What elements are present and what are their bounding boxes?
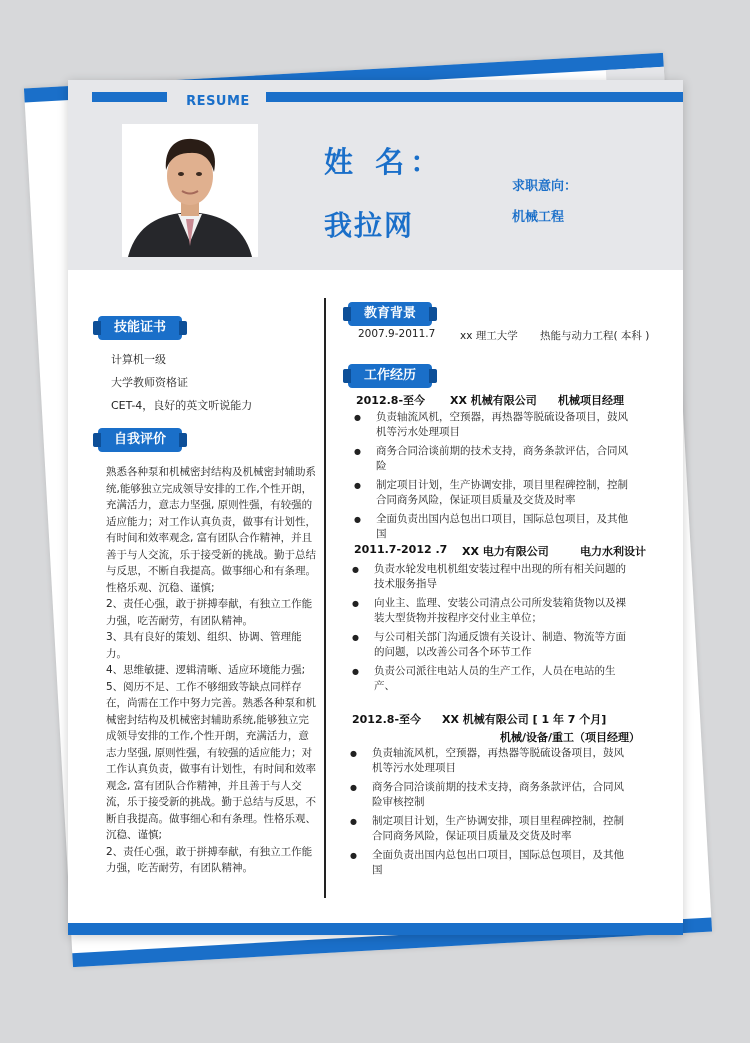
- header-band: [68, 80, 683, 270]
- portrait-image: [122, 124, 258, 257]
- resume-label: RESUME: [186, 94, 250, 109]
- job-3-position: 机械/设备/重工（项目经理）: [499, 731, 640, 744]
- section-title-self-evaluation: 自我评价: [98, 428, 182, 452]
- job-3-company: XX 机械有限公司 [ 1 年 7 个月]: [442, 713, 607, 726]
- job-2-company: XX 电力有限公司: [462, 545, 549, 558]
- footer-accent-bar: [68, 923, 683, 935]
- job-1-duties: [352, 410, 637, 546]
- list-item: ● 与公司相关部门沟通反馈有关设计、制造、物流等方面的问题，以改善公司各个环节工作: [350, 630, 635, 660]
- job-intent-label: 求职意向：: [512, 179, 578, 194]
- self-evaluation-text: 熟悉各种泵和机械密封结构及机械密封辅助系统,能够独立完成领导安排的工作,个性开朗，充满活力，意志力坚强, 原则性强，有较强的适应能力；对工作认真负责，做事有计划性，有时间和效率观念, 富有团队合作精神，并且善于与人交流，乐于接受新的挑战。勤于总结与反思，不断自我提高。做事细心和有条理。性格乐观、沉稳、谨慎; 2、责任心强，敢于拼搏奉献，有独立工作能力强，吃苦耐劳，有团队精神。 3、具有良好的策划、组织、协调、管理能力。 4、思维敏捷、逻辑清晰、适应环境能力强; 5、阅历不足、工作不够细致等缺点同样存在，尚需在工作中努力完善。熟悉各种泵和机械密封结构及机械密封辅助系统,能够独立完成领导安排的工作,个性开朗，充满活力，意志力坚强, 原则性强，有较强的适应能力；对工作认真负责，做事有计划性，有时间和效率观念, 富有团队合作精神，并且善于与人交流，乐于接受新的挑战。勤于总结与反思，不断自我提高。做事细心和有条理。性格乐观、沉稳、谨慎; 2、责任心强，敢于拼搏奉献，有独立工作能力强，吃苦耐劳，有团队精神。: [106, 466, 316, 874]
- list-item: ● 全面负责出国内总包出口项目，国际总包项目，及其他国: [352, 512, 637, 542]
- list-item: 计算机一级: [111, 353, 166, 366]
- resume-page: [68, 80, 683, 935]
- column-divider: [324, 298, 326, 898]
- skill-list: [111, 348, 252, 417]
- job-1-company: XX 机械有限公司: [450, 394, 537, 407]
- job-3-period: 2012.8-至今: [352, 713, 422, 726]
- section-title-skills: 技能证书: [98, 316, 182, 340]
- list-item: ● 负责轴流风机，空预器，再热器等脱硫设备项目，鼓风机等污水处理项目: [352, 410, 637, 440]
- header-accent-bar-right: [266, 92, 683, 102]
- list-item: ● 制定项目计划，生产协调安排，项目里程碑控制，控制合同商务风险，保证项目质量及交货及时率: [352, 478, 637, 508]
- list-item: ● 全面负责出国内总包出口项目，国际总包项目，及其他国: [348, 848, 633, 878]
- name-label: 姓 名：: [324, 145, 446, 179]
- job-1-position: 机械项目经理: [558, 394, 624, 407]
- job-2-period: 2011.7-2012 .7: [354, 543, 448, 556]
- job-intent-value: 机械工程: [512, 210, 565, 225]
- list-item: ● 负责轴流风机，空预器，再热器等脱硫设备项目，鼓风机等污水处理项目: [348, 746, 633, 776]
- job-2-position: 电力水利设计: [580, 545, 646, 558]
- name-value: 我拉网: [324, 209, 415, 242]
- list-item: 大学教师资格证: [111, 376, 188, 389]
- education-major: 热能与动力工程( 本科 ): [540, 330, 650, 342]
- section-title-education: 教育背景: [348, 302, 432, 326]
- list-item: ● 负责水轮发电机机组安装过程中出现的所有相关问题的技术服务指导: [350, 562, 635, 592]
- list-item: ● 制定项目计划，生产协调安排，项目里程碑控制，控制合同商务风险，保证项目质量及交货及时率: [348, 814, 633, 844]
- education-school: xx 理工大学: [460, 330, 518, 342]
- job-1-period: 2012.8-至今: [356, 394, 426, 407]
- list-item: ● 商务合同洽谈前期的技术支持，商务条款评估，合同风险: [352, 444, 637, 474]
- section-title-work: 工作经历: [348, 364, 432, 388]
- list-item: ● 商务合同洽谈前期的技术支持，商务条款评估，合同风险审核控制: [348, 780, 633, 810]
- list-item: ● 向业主、监理、安装公司清点公司所发装箱货物以及裸装大型货物并按程序交付业主单位；: [350, 596, 635, 626]
- job-3-duties: [348, 746, 633, 882]
- profile-photo: [122, 124, 258, 257]
- job-2-duties: [350, 562, 635, 698]
- header-accent-bar-left: [92, 92, 167, 102]
- education-period: 2007.9-2011.7: [358, 328, 436, 340]
- list-item: ● 负责公司派往电站人员的生产工作，人员在电站的生产、: [350, 664, 635, 694]
- list-item: CET-4，良好的英文听说能力: [111, 399, 253, 412]
